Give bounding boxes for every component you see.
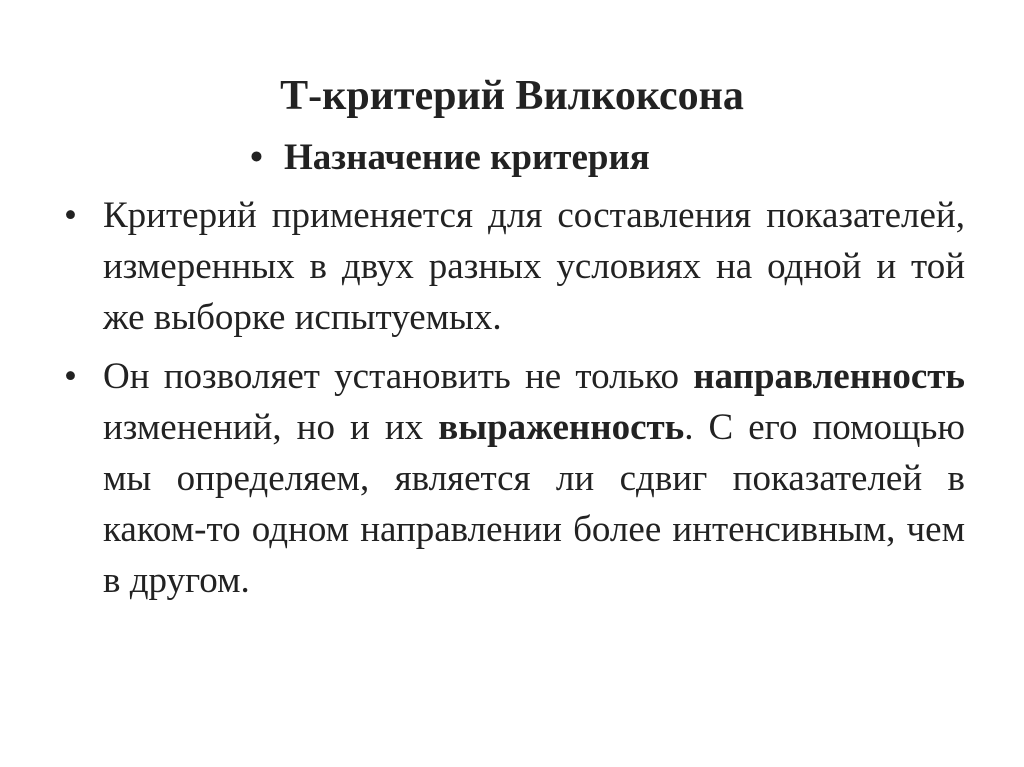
subtitle-bullet: • <box>250 137 263 178</box>
bullet-text-part: . С его помощью мы определяем, является ли сдвиг показателей в каком-то одном направлении более интенсивным, чем в другом. <box>103 407 966 601</box>
emphasis-direction: направленность <box>693 356 965 397</box>
subtitle-text: Назначение критерия <box>284 137 650 178</box>
slide-subtitle <box>250 132 950 184</box>
bullet-text-part: изменений, но и их <box>103 407 439 448</box>
bullet-marker: • <box>64 195 77 236</box>
bullet-text-part: Он позволяет установить не только <box>103 356 694 397</box>
emphasis-magnitude: выраженность <box>438 407 685 448</box>
bullet-list <box>0 190 1024 614</box>
bullet-marker: • <box>64 356 77 397</box>
bullet-text <box>103 351 965 606</box>
list-item <box>0 351 1024 606</box>
list-item <box>0 190 1024 343</box>
slide-title: Т-критерий Вилкоксона <box>280 73 744 119</box>
bullet-text: Критерий применяется для составления показателей, измеренных в двух разных условиях на одной и той же выборке испытуемых. <box>103 195 965 338</box>
